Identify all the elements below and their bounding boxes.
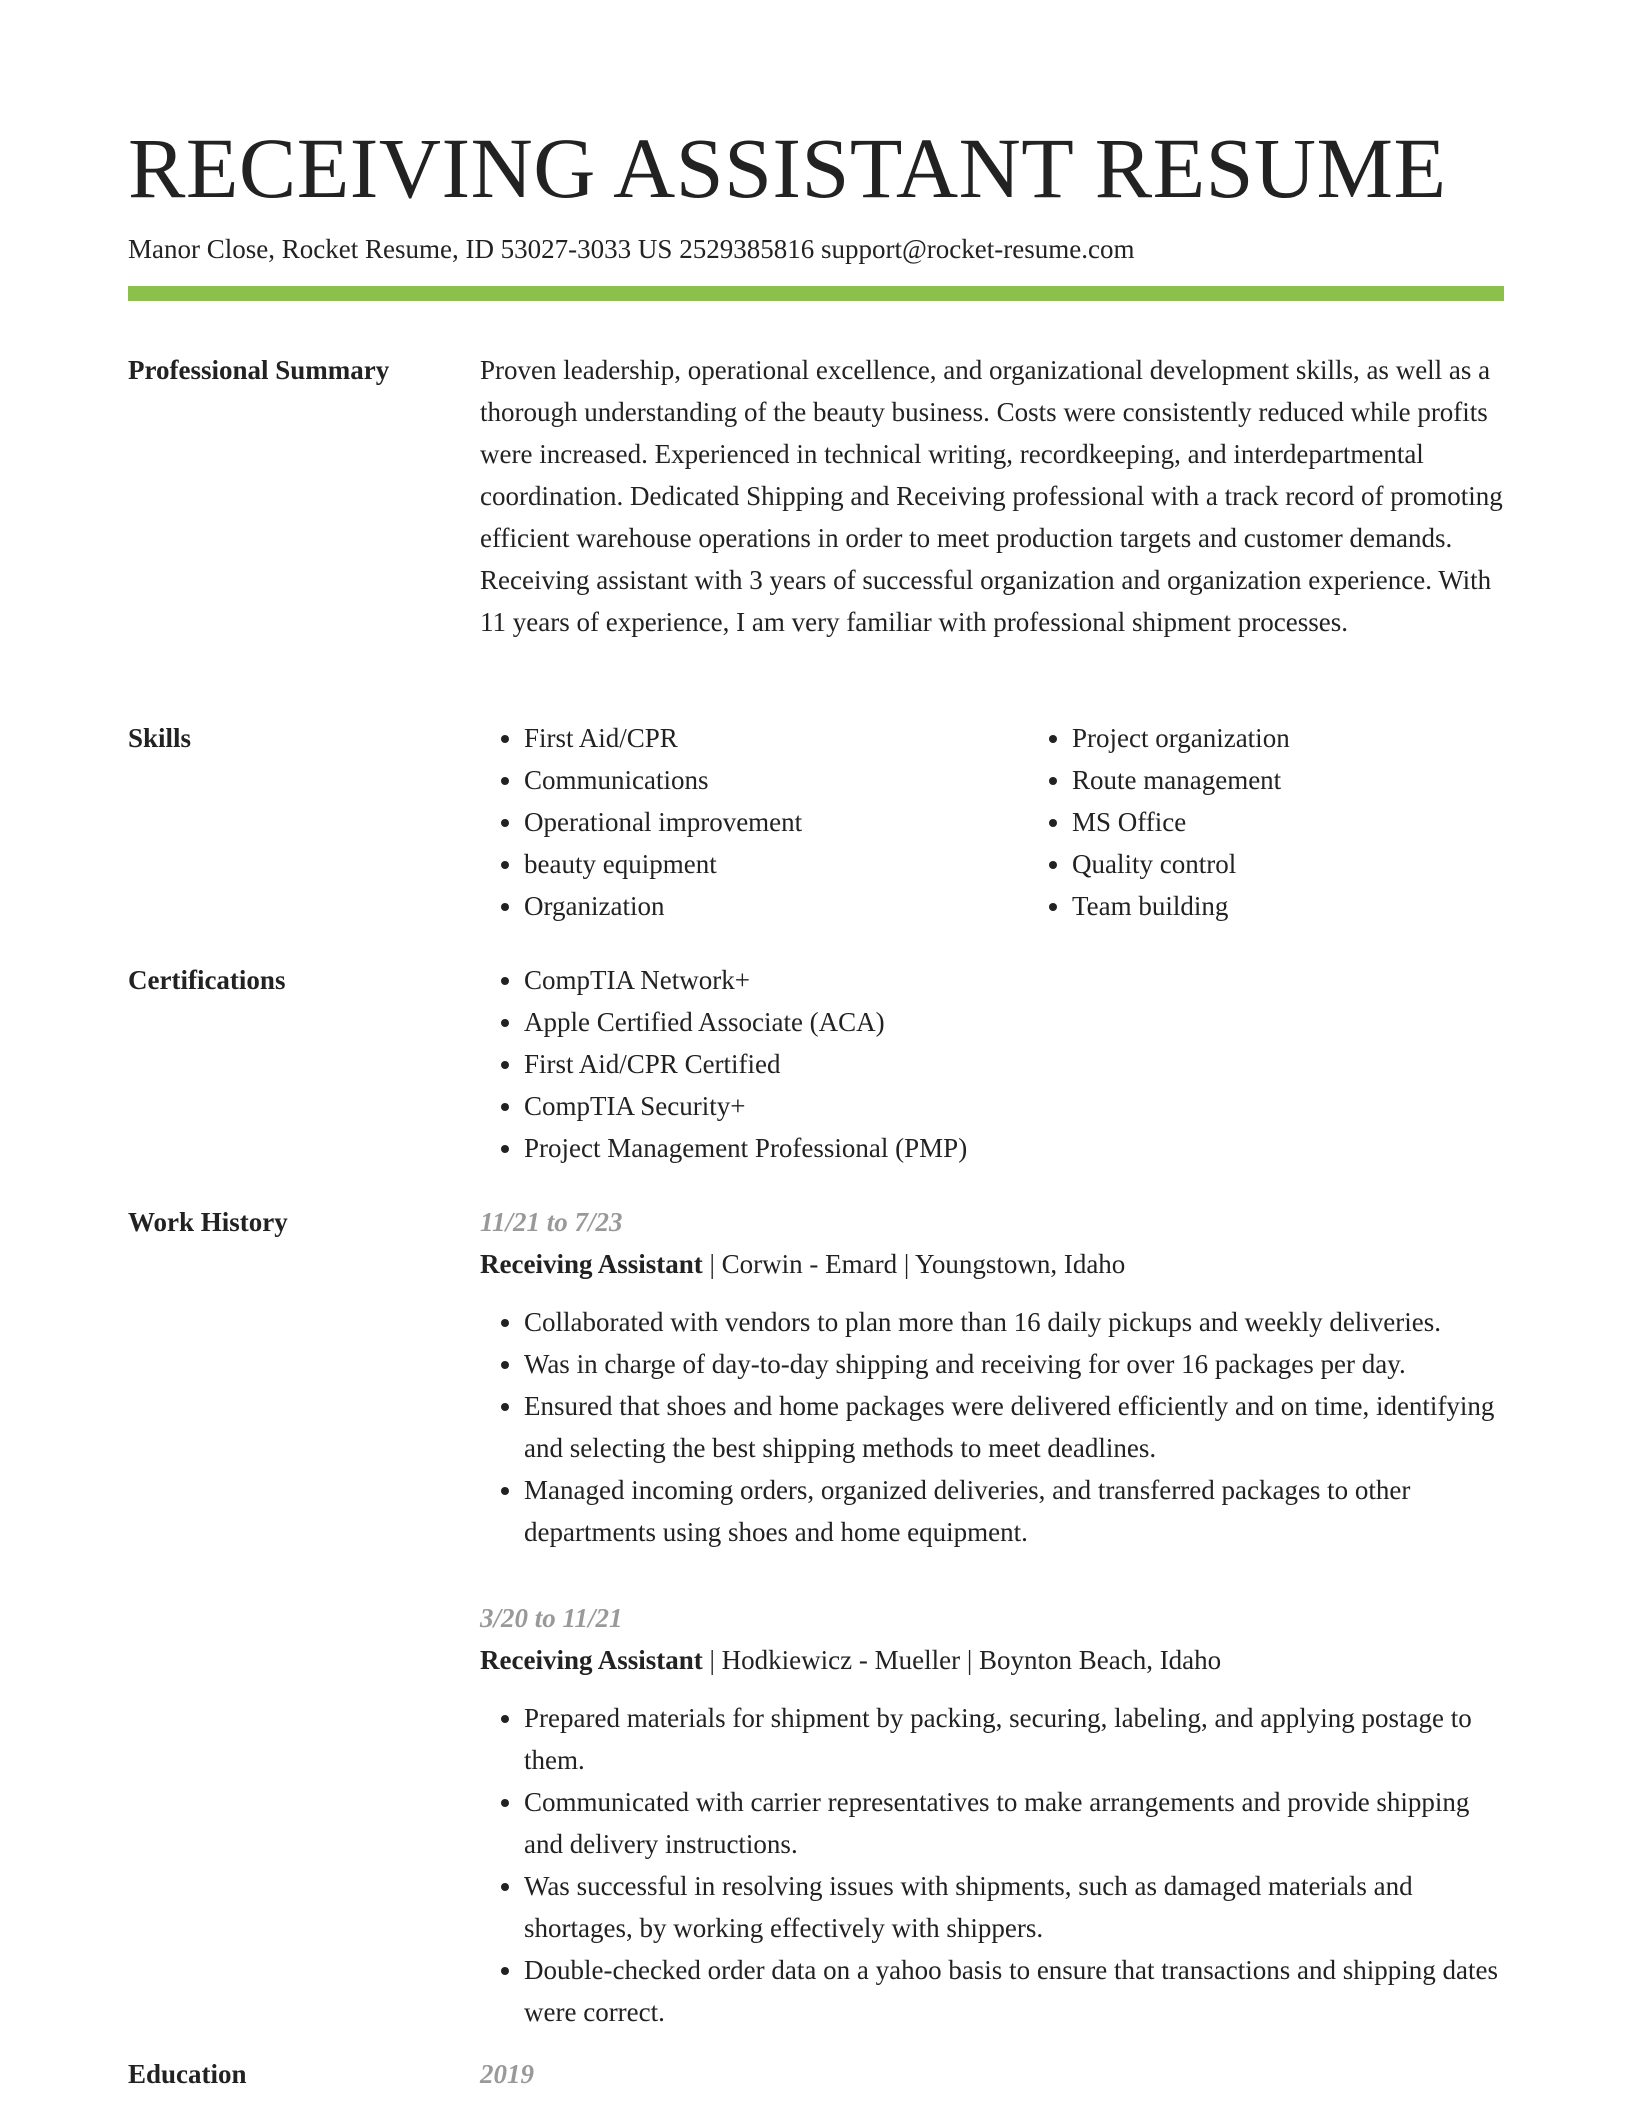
job-heading bbox=[480, 1639, 1504, 1681]
job-title: Receiving Assistant bbox=[480, 1249, 703, 1279]
job-bullets bbox=[480, 1301, 1504, 1553]
skill-item: • Organization bbox=[524, 885, 984, 927]
skill-item: • beauty equipment bbox=[524, 843, 984, 885]
summary-text: Proven leadership, operational excellence, and organizational development skills, as well as a thorough understanding of the beauty business. Costs were consistently reduced while profits were increased. Experienced in technical writing, recordkeeping, and interdepartmental coordination. Dedicated Shipping and Receiving professional with a track record of promoting efficient warehouse operations in order to meet production targets and customer demands. Receiving assistant with 3 years of successful organization and organization experience. With 11 years of experience, I am very familiar with professional shipment processes. bbox=[480, 355, 1503, 637]
skills-content bbox=[480, 717, 1504, 927]
job-dates: 11/21 to 7/23 bbox=[480, 1207, 623, 1237]
certification-item: • CompTIA Security+ bbox=[524, 1085, 1504, 1127]
skills-list-col2 bbox=[1028, 717, 1532, 927]
certification-item: • Apple Certified Associate (ACA) bbox=[524, 1001, 1504, 1043]
job-bullet: • Prepared materials for shipment by packing, securing, labeling, and applying postage to them. bbox=[524, 1697, 1504, 1781]
certifications-content bbox=[480, 959, 1504, 1169]
skill-item: • Quality control bbox=[1072, 843, 1532, 885]
skill-item: • Communications bbox=[524, 759, 984, 801]
job-bullet: • Ensured that shoes and home packages were delivered efficiently and on time, identifying and selecting the best shipping methods to meet deadlines. bbox=[524, 1385, 1504, 1469]
job-bullet: • Was successful in resolving issues with shipments, such as damaged materials and shortages, by working effectively with shippers. bbox=[524, 1865, 1504, 1949]
skill-item: • First Aid/CPR bbox=[524, 717, 984, 759]
job-details: | Corwin - Emard | Youngstown, Idaho bbox=[702, 1249, 1126, 1279]
accent-divider bbox=[128, 286, 1504, 301]
job-heading bbox=[480, 1243, 1504, 1285]
certifications-list bbox=[480, 959, 1504, 1169]
skill-item: • MS Office bbox=[1072, 801, 1532, 843]
section-label-education: Education bbox=[128, 2059, 247, 2089]
job-bullet: • Managed incoming orders, organized deliveries, and transferred packages to other departments using shoes and home equipment. bbox=[524, 1469, 1504, 1553]
job-bullet: • Collaborated with vendors to plan more than 16 daily pickups and weekly deliveries. bbox=[524, 1301, 1504, 1343]
skill-item: • Route management bbox=[1072, 759, 1532, 801]
section-label-certifications: Certifications bbox=[128, 965, 286, 995]
job-entry bbox=[480, 1597, 1504, 2033]
certification-item: • Project Management Professional (PMP) bbox=[524, 1127, 1504, 1169]
job-bullet: • Double-checked order data on a yahoo basis to ensure that transactions and shipping dates were correct. bbox=[524, 1949, 1504, 2033]
resume-title: RECEIVING ASSISTANT RESUME bbox=[128, 120, 1447, 216]
certification-item: • CompTIA Network+ bbox=[524, 959, 1504, 1001]
skill-item: • Operational improvement bbox=[524, 801, 984, 843]
job-bullet: • Was in charge of day-to-day shipping and receiving for over 16 packages per day. bbox=[524, 1343, 1504, 1385]
job-dates: 3/20 to 11/21 bbox=[480, 1603, 623, 1633]
skill-item: • Team building bbox=[1072, 885, 1532, 927]
job-entry bbox=[480, 1201, 1504, 1553]
skill-item: • Project organization bbox=[1072, 717, 1532, 759]
work-history-content bbox=[480, 1201, 1504, 2033]
job-title: Receiving Assistant bbox=[480, 1645, 703, 1675]
education-content bbox=[480, 2053, 1504, 2095]
summary-content bbox=[480, 349, 1504, 643]
job-details: | Hodkiewicz - Mueller | Boynton Beach, Idaho bbox=[702, 1645, 1222, 1675]
job-bullets bbox=[480, 1697, 1504, 2033]
section-label-summary: Professional Summary bbox=[128, 355, 390, 385]
contact-line: Manor Close, Rocket Resume, ID 53027-3033 US 2529385816 support@rocket-resume.com bbox=[128, 234, 1135, 264]
section-label-work: Work History bbox=[128, 1207, 288, 1237]
section-label-skills: Skills bbox=[128, 723, 192, 753]
skills-list-col1 bbox=[480, 717, 984, 927]
job-bullet: • Communicated with carrier representatives to make arrangements and provide shipping and delivery instructions. bbox=[524, 1781, 1504, 1865]
certification-item: • First Aid/CPR Certified bbox=[524, 1043, 1504, 1085]
education-year: 2019 bbox=[480, 2059, 534, 2089]
